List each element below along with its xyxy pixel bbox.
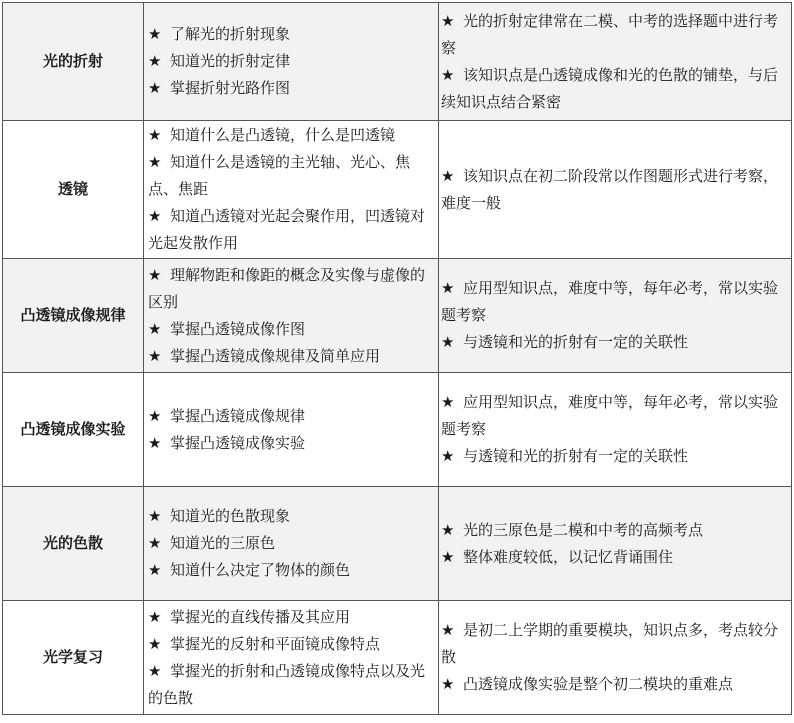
list-item: ★ 掌握凸透镜成像规律 [148, 403, 434, 430]
list-item: ★ 掌握光的折射和凸透镜成像特点以及光的色散 [148, 658, 434, 712]
topic-cell: 凸透镜成像规律 [3, 259, 144, 373]
list-item: ★ 是初二上学期的重要模块，知识点多，考点较分散 [441, 617, 785, 671]
star-icon: ★ [441, 520, 455, 539]
topic-cell: 凸透镜成像实验 [3, 373, 144, 487]
star-icon: ★ [148, 25, 162, 43]
star-icon: ★ [148, 126, 162, 144]
star-icon: ★ [148, 406, 162, 425]
list-item: ★ 了解光的折射现象 [148, 21, 434, 48]
list-item: ★ 知道什么是透镜的主光轴、光心、焦点、焦距 [148, 149, 434, 203]
star-icon: ★ [148, 319, 162, 338]
list-item: ★ 知道光的色散现象 [148, 503, 434, 530]
list-item: ★ 知道光的三原色 [148, 530, 434, 557]
list-item: ★ 光的折射定律常在二模、中考的选择题中进行考察 [441, 8, 785, 62]
list-item: ★ 知道光的折射定律 [148, 48, 434, 75]
star-icon: ★ [148, 561, 162, 579]
star-icon: ★ [148, 265, 162, 284]
topic-cell: 光的色散 [3, 487, 144, 601]
star-icon: ★ [441, 65, 455, 84]
topic-cell: 光的折射 [3, 3, 144, 121]
syllabus-table [2, 2, 792, 715]
star-icon: ★ [148, 207, 162, 225]
notes-cell [439, 3, 792, 121]
list-item: ★ 掌握光的反射和平面镜成像特点 [148, 631, 434, 658]
list-item: ★ 该知识点是凸透镜成像和光的色散的铺垫，与后续知识点结合紧密 [441, 62, 785, 116]
goals-cell [144, 3, 439, 121]
list-item: ★ 知道什么决定了物体的颜色 [148, 557, 434, 584]
list-item: ★ 知道凸透镜对光起会聚作用，凹透镜对光起发散作用 [148, 203, 434, 257]
list-item: ★ 该知识点在初二阶段常以作图题形式进行考察，难度一般 [441, 163, 785, 217]
table-row [3, 601, 792, 715]
list-item: ★ 知道什么是凸透镜，什么是凹透镜 [148, 122, 434, 149]
star-icon: ★ [148, 634, 162, 653]
list-item: ★ 掌握光的直线传播及其应用 [148, 604, 434, 631]
star-icon: ★ [441, 621, 455, 639]
star-icon: ★ [441, 447, 455, 465]
star-icon: ★ [441, 547, 455, 566]
table-row [3, 487, 792, 601]
star-icon: ★ [148, 79, 162, 97]
star-icon: ★ [148, 607, 162, 626]
star-icon: ★ [441, 279, 455, 297]
topic-cell: 光学复习 [3, 601, 144, 715]
star-icon: ★ [148, 153, 162, 171]
star-icon: ★ [148, 346, 162, 365]
goals-cell [144, 601, 439, 715]
list-item: ★ 掌握折射光路作图 [148, 75, 434, 102]
list-item: ★ 应用型知识点，难度中等，每年必考，常以实验题考察 [441, 275, 785, 329]
star-icon: ★ [148, 507, 162, 525]
goals-cell [144, 121, 439, 259]
star-icon: ★ [441, 675, 455, 693]
list-item: ★ 整体难度较低，以记忆背诵围住 [441, 544, 785, 571]
goals-cell [144, 259, 439, 373]
star-icon: ★ [441, 393, 455, 411]
notes-cell [439, 121, 792, 259]
topic-cell: 透镜 [3, 121, 144, 259]
goals-cell [144, 373, 439, 487]
list-item: ★ 掌握凸透镜成像规律及简单应用 [148, 343, 434, 370]
star-icon: ★ [148, 52, 162, 70]
table-row [3, 121, 792, 259]
star-icon: ★ [441, 11, 455, 30]
list-item: ★ 与透镜和光的折射有一定的关联性 [441, 443, 785, 470]
list-item: ★ 与透镜和光的折射有一定的关联性 [441, 329, 785, 356]
notes-cell [439, 373, 792, 487]
list-item: ★ 光的三原色是二模和中考的高频考点 [441, 517, 785, 544]
list-item: ★ 掌握凸透镜成像作图 [148, 316, 434, 343]
notes-cell [439, 259, 792, 373]
star-icon: ★ [148, 661, 162, 680]
table-row [3, 259, 792, 373]
notes-cell [439, 601, 792, 715]
table-row [3, 373, 792, 487]
star-icon: ★ [148, 433, 162, 452]
star-icon: ★ [148, 534, 162, 552]
star-icon: ★ [441, 333, 455, 351]
table-row [3, 3, 792, 121]
goals-cell [144, 487, 439, 601]
notes-cell [439, 487, 792, 601]
list-item: ★ 凸透镜成像实验是整个初二模块的重难点 [441, 671, 785, 698]
list-item: ★ 掌握凸透镜成像实验 [148, 430, 434, 457]
list-item: ★ 理解物距和像距的概念及实像与虚像的区别 [148, 262, 434, 316]
list-item: ★ 应用型知识点，难度中等，每年必考，常以实验题考察 [441, 389, 785, 443]
star-icon: ★ [441, 166, 455, 185]
